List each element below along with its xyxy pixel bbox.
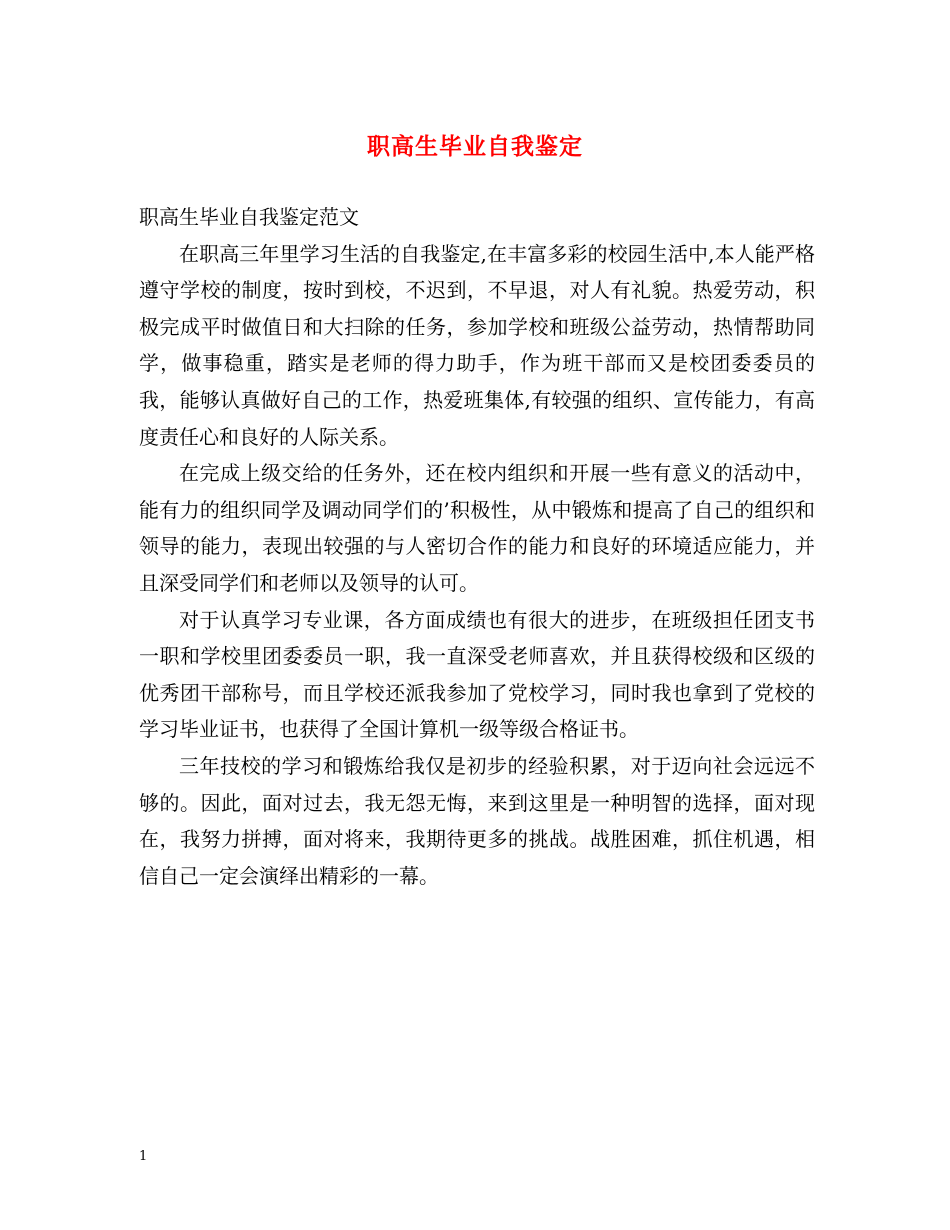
body-paragraph-1: 在职高三年里学习生活的自我鉴定,在丰富多彩的校园生活中,本人能严格遵守学校的制度，按时到校，不迟到，不早退，对人有礼貌。热爱劳动，积极完成平时做值日和大扫除的任务，参加学校和班级公益劳动，热情帮助同学，做事稳重，踏实是老师的得力助手，作为班干部而又是校团委委员的我，能够认真做好自己的工作，热爱班集体,有较强的组织、宣传能力，有高度责任心和良好的人际关系。	[139, 241, 815, 449]
body-paragraph-4: 三年技校的学习和锻炼给我仅是初步的经验积累，对于迈向社会远远不够的。因此，面对过去，我无怨无悔，来到这里是一种明智的选择，面对现在，我努力拼搏，面对将来，我期待更多的挑战。战胜困难，抓住机遇，相信自己一定会演绎出精彩的一幕。	[139, 753, 815, 888]
document-body	[139, 199, 815, 894]
body-paragraph-2: 在完成上级交给的任务外，还在校内组织和开展一些有意义的活动中，能有力的组织同学及调动同学们的’积极性，从中锻炼和提高了自己的组织和领导的能力，表现出较强的与人密切合作的能力和良好的环境适应能力，并且深受同学们和老师以及领导的认可。	[139, 461, 815, 595]
page-number: 1	[139, 1149, 148, 1164]
body-paragraph-3: 对于认真学习专业课，各方面成绩也有很大的进步，在班级担任团支书一职和学校里团委委员一职，我一直深受老师喜欢，并且获得校级和区级的优秀团干部称号，而且学校还派我参加了党校学习，同时我也拿到了党校的学习毕业证书，也获得了全国计算机一级等级合格证书。	[139, 607, 815, 742]
document-subtitle: 职高生毕业自我鉴定范文	[139, 205, 359, 229]
document-title: 职高生毕业自我鉴定	[367, 133, 583, 160]
